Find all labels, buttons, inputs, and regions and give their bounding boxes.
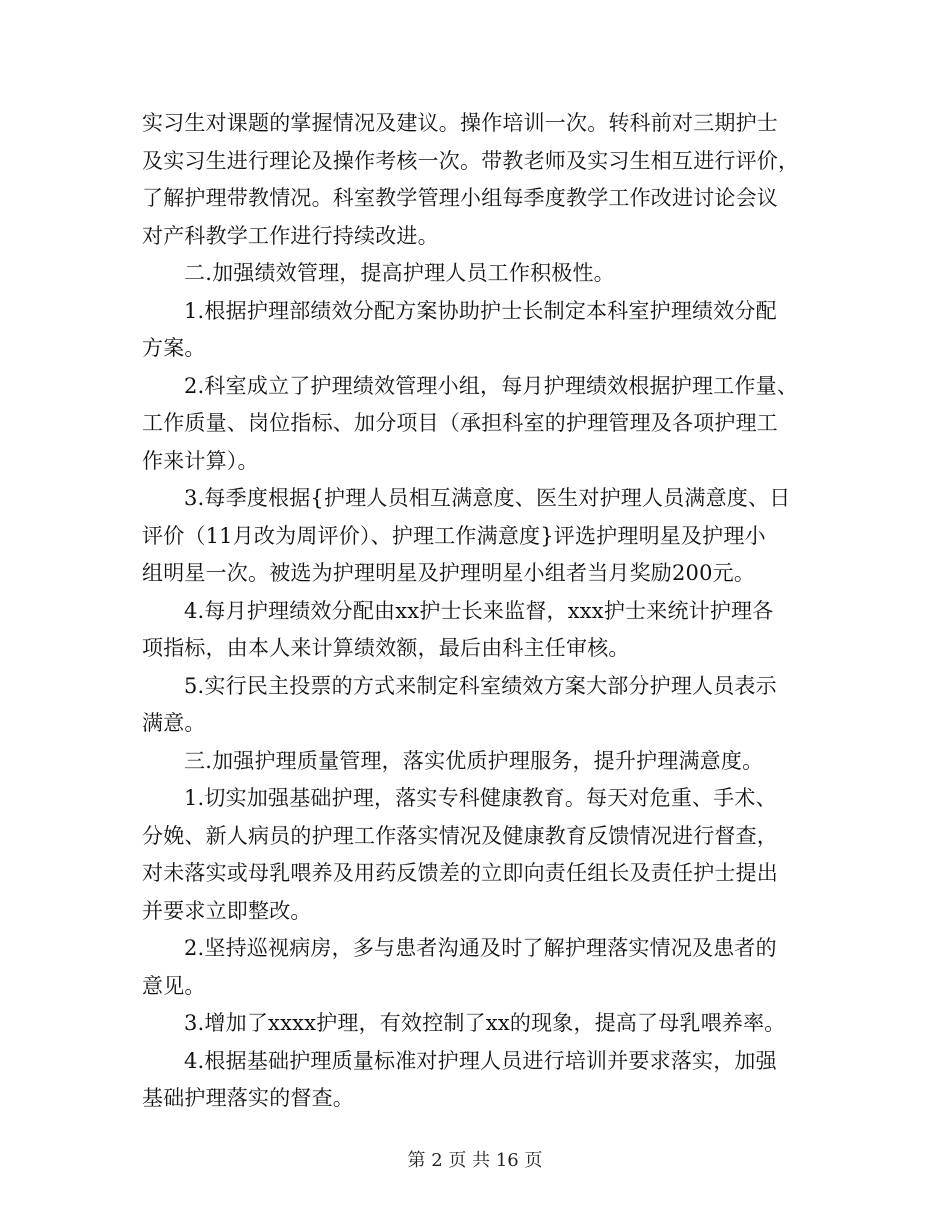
paragraph-line: 了解护理带教情况。科室教学管理小组每季度教学工作改进讨论会议	[142, 186, 778, 210]
paragraph-line: 及实习生进行理论及操作考核一次。带教老师及实习生相互进行评价，	[142, 148, 800, 173]
paragraph-line: 满意。	[142, 711, 206, 735]
paragraph-line: 对产科教学工作进行持续改进。	[142, 223, 439, 248]
paragraph-line: 4.每月护理绩效分配由xx护士长来监督，xxx护士来统计护理各	[184, 598, 774, 623]
section-heading: 二.加强绩效管理，提高护理人员工作积极性。	[184, 261, 615, 285]
paragraph-line: 5.实行民主投票的方式来制定科室绩效方案大部分护理人员表示	[184, 673, 777, 698]
paragraph-line: 2.科室成立了护理绩效管理小组，每月护理绩效根据护理工作量、	[184, 373, 799, 398]
paragraph-line: 3.增加了xxxx护理，有效控制了xx的现象，提高了母乳喂养率。	[184, 1011, 786, 1035]
paragraph-line: 工作质量、岗位指标、加分项目（承担科室的护理管理及各项护理工	[142, 411, 778, 435]
paragraph-line: 2.坚持巡视病房，多与患者沟通及时了解护理落实情况及患者的	[184, 936, 777, 960]
paragraph-line: 实习生对课题的掌握情况及建议。操作培训一次。转科前对三期护士	[142, 111, 778, 135]
paragraph-line: 意见。	[142, 973, 206, 998]
paragraph-line: 1.切实加强基础护理，落实专科健康教育。每天对危重、手术、	[184, 786, 777, 810]
paragraph-line: 基础护理落实的督查。	[142, 1086, 354, 1110]
paragraph-line: 项指标，由本人来计算绩效额，最后由科主任审核。	[142, 636, 630, 660]
page-number-footer: 第 2 页 共 16 页	[407, 1150, 543, 1171]
paragraph-line: 分娩、新人病员的护理工作落实情况及健康教育反馈情况进行督查，	[142, 823, 778, 848]
paragraph-line: 组明星一次。被选为护理明星及护理明星小组者当月奖励200元。	[142, 561, 756, 585]
paragraph-line: 3.每季度根据{护理人员相互满意度、医生对护理人员满意度、日	[184, 486, 791, 510]
paragraph-line: 1.根据护理部绩效分配方案协助护士长制定本科室护理绩效分配	[184, 298, 777, 323]
paragraph-line: 作来计算）。	[142, 448, 259, 473]
paragraph-line: 4.根据基础护理质量标准对护理人员进行培训并要求落实，加强	[184, 1048, 777, 1073]
paragraph-line: 对未落实或母乳喂养及用药反馈差的立即向责任组长及责任护士提出	[142, 861, 778, 885]
document-body	[142, 105, 814, 1118]
paragraph-line: 方案。	[142, 336, 206, 360]
section-heading: 三.加强护理质量管理，落实优质护理服务，提升护理满意度。	[184, 748, 764, 773]
paragraph-line: 并要求立即整改。	[142, 898, 312, 923]
paragraph-line: 评价（11月改为周评价）、护理工作满意度}评选护理明星及护理小	[142, 523, 766, 548]
